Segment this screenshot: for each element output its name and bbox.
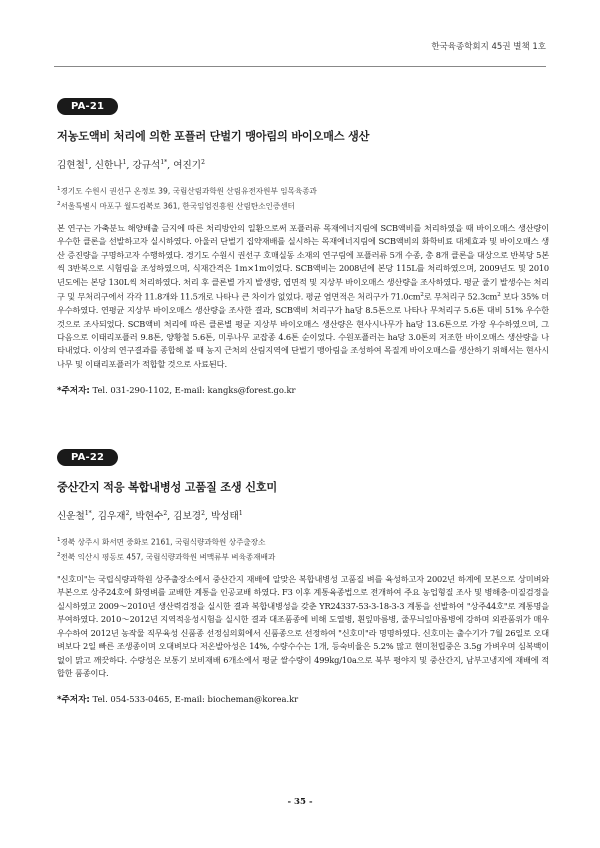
- body-text: 본 연구는 가축분뇨 해양배출 금지에 따른 처리방안의 일환으로써 포플러류 목재에너지림에 SCB액비를 처리하였을 때 바이오매스 생산량이 우수한 클론을 선발하고자 실시하였다. 아울러 단벌기 집약재배를 실시하는 목재에너지림에 SCB액비의 화학비료 대체효과 및 바이오매스 생산 증진량을 구명하고자 수행하였다. 경기도 수원시 권선구 호매실동 소재의 연구림에 포플러류 5개 수종, 총 8개 클론을 대상으로 반복당 5본씩 3반복으로 시험림을 조성하였으며, 식재간격은 1m×1m이었다. SCB액비는 2008년에 본당 115L를 처리하였으며, 2009년도 및 2010년도에는 본당 130L씩 처리하였다. 처리 후 클론별 가지 발생량, 엽면적 및 지상부 바이오매스 생산량을 조사하였다. 평균 줄기 발생수는 처리구 및 무처리구에서 각각 11.8개와 11.5개로 나타나 큰 차이가 없었다. 평균 엽면적은 처리구가 71.0cm: [57, 223, 549, 302]
- affiliation-text: 서울특별시 마포구 월드컵북로 361, 한국임업진흥원 산림탄소인증센터: [60, 201, 295, 211]
- author-sup: 1: [84, 158, 89, 166]
- abstract-pa21: [57, 94, 549, 396]
- affiliation: [57, 198, 549, 213]
- abstract-pa22: [57, 445, 549, 705]
- author: 여진기: [173, 160, 202, 171]
- page-number: - 35 -: [287, 797, 313, 807]
- author-list: 신운철$^{1*}$, 김우재$^2$, 박현수$^2$, 김보경$^2$, 박성태$^1$: [57, 509, 243, 522]
- author-list: 김현철$^1$, 신한나$^1$, 강규석$^{1*}$, 여진기$^2$: [57, 158, 205, 171]
- author-sup: 1: [238, 509, 243, 517]
- abstract-title: 중산간지 적응 복합내병성 고품질 조생 신호미: [57, 481, 278, 494]
- author-sup: 1*: [160, 158, 168, 166]
- affiliation: [57, 183, 549, 198]
- affiliation-sup: 2: [57, 200, 61, 207]
- author: 김현철: [57, 160, 85, 171]
- body-text: 로 무처리구 52.3cm: [423, 291, 498, 302]
- author: 신한나: [94, 160, 123, 171]
- body-sup: 2: [420, 292, 424, 299]
- journal-header: 한국육종학회지 45권 별책 1호: [431, 42, 546, 52]
- affiliation-sup: 1: [57, 186, 61, 192]
- author-sup: 2: [163, 509, 168, 517]
- abstract-badge: PA-22: [57, 449, 118, 466]
- author: 박현수: [135, 511, 164, 522]
- affiliation-sup: 2: [57, 551, 61, 558]
- body-text: 보다 35% 더 우수하였다. 연평균 지상부 바이오매스 생산량을 조사한 결과, SCB액비 처리구가 ha당 8.5톤으로 나타나 무처리구 5.6톤 대비 51% 우수한 것으로 조사되었다. SCB액비 처리에 따른 클론별 평균 지상부 바이오매스 생산량은 현사시나무가 ha당 13.6톤으로 가장 우수하였으며, 그 다음으로 이태리포플러 9.8톤, 양황철 5.6톤, 미루나무 교잡종 4.6톤 순이었다. 수원포플러는 ha당 3.0톤의 저조한 바이오매스 생산량을 나타내었다. 이상의 연구결과를 종합해 볼 때 농지 근처의 산림지역에 단벌기 맹아림을 조성하여 목질계 바이오매스를 생산하기 위해서는 현사시나무 및 이태리포플러가 적합할 것으로 사료된다.: [57, 291, 549, 369]
- abstract-title: 저농도액비 처리에 의한 포플러 단벌기 맹아림의 바이오매스 생산: [57, 130, 370, 143]
- affiliation: [57, 534, 549, 549]
- affiliations: [57, 534, 549, 563]
- author: 김보경: [173, 511, 202, 522]
- abstract-body: [57, 222, 549, 371]
- abstract-badge: PA-21: [57, 98, 118, 115]
- affiliation-text: 경북 상주시 화서면 중화로 2161, 국립식량과학원 상주출장소: [60, 537, 266, 547]
- affiliation-text: 전북 익산시 평동로 457, 국립식량과학원 벼맥류부 벼육종재배과: [60, 552, 276, 562]
- body-text: "신호미"는 국립식량과학원 상주출장소에서 중산간지 재배에 알맞은 복합내병성 고품질 벼를 육성하고자 2002년 하계에 모본으로 상미벼와 부본으로 상주24호에 화영벼를 교배한 계통을 인공교배 하였다. F3 이후 계통육종법으로 전개하여 주요 농업형질 조사 및 병해충·미질검정을 실시하였고 2009～2010년 생산력검정을 실시한 결과 복합내병성을 갖춘 YR24337-53-3-18-3-3 계통을 선발하여 "상주44호"로 계통명을 부여하였다. 2010～2012년 지역적응성시험을 실시한 결과 대조품종에 비해 도열병, 흰잎마름병, 줄무늬잎마름병에 강하며 외관품위가 매우 우수하여 2012년 농작물 직무육성 신품종 선정심의회에서 신품종으로 선정하여 "신호미"라 명명하였다. 신호미는 출수기가 7월 26일로 오대벼보다 2일 빠른 조생종이며 오대벼보다 저온발아성은 14%, 수량수수는 1개, 등숙비율은 5.2% 많고 현미천립중은 3.5g 가벼우며 심복백이 없이 맑고 깨끗하다. 수량성은 보통기 보비재배 6개소에서 평균 쌀수량이 499kg/10a으로 북부 평야지 및 중산간지, 남부고냉지에 재배에 적합한 품종이다.: [57, 574, 549, 678]
- affiliation-sup: 1: [57, 537, 61, 543]
- affiliation: [57, 549, 549, 564]
- author-sup: 2: [201, 158, 205, 166]
- contact-info: [57, 693, 549, 705]
- contact-text: Tel. 031-290-1102, E-mail: kangks@forest.go.kr: [89, 385, 296, 396]
- author-sup: 2: [125, 509, 130, 517]
- author: 김우재: [97, 511, 126, 522]
- author: 신운철: [57, 511, 85, 522]
- contact-info: [57, 384, 549, 396]
- affiliation-text: 경기도 수원시 권선구 온정로 39, 국립산림과학원 산림유전자원부 임목육종과: [60, 186, 317, 196]
- contact-label: *주저자:: [57, 695, 90, 706]
- author: 강규석: [132, 160, 161, 171]
- author-sup: 1: [122, 158, 127, 166]
- header-rule: [54, 66, 546, 67]
- affiliations: [57, 183, 549, 212]
- author-sup: 1*: [84, 509, 92, 517]
- abstract-body: [57, 573, 549, 680]
- body-sup: 2: [497, 292, 501, 299]
- author: 박성태: [211, 511, 239, 522]
- contact-text: Tel. 054-533-0465, E-mail: biocheman@korea.kr: [89, 694, 299, 705]
- contact-label: *주저자:: [57, 386, 90, 397]
- author-sup: 2: [201, 509, 205, 517]
